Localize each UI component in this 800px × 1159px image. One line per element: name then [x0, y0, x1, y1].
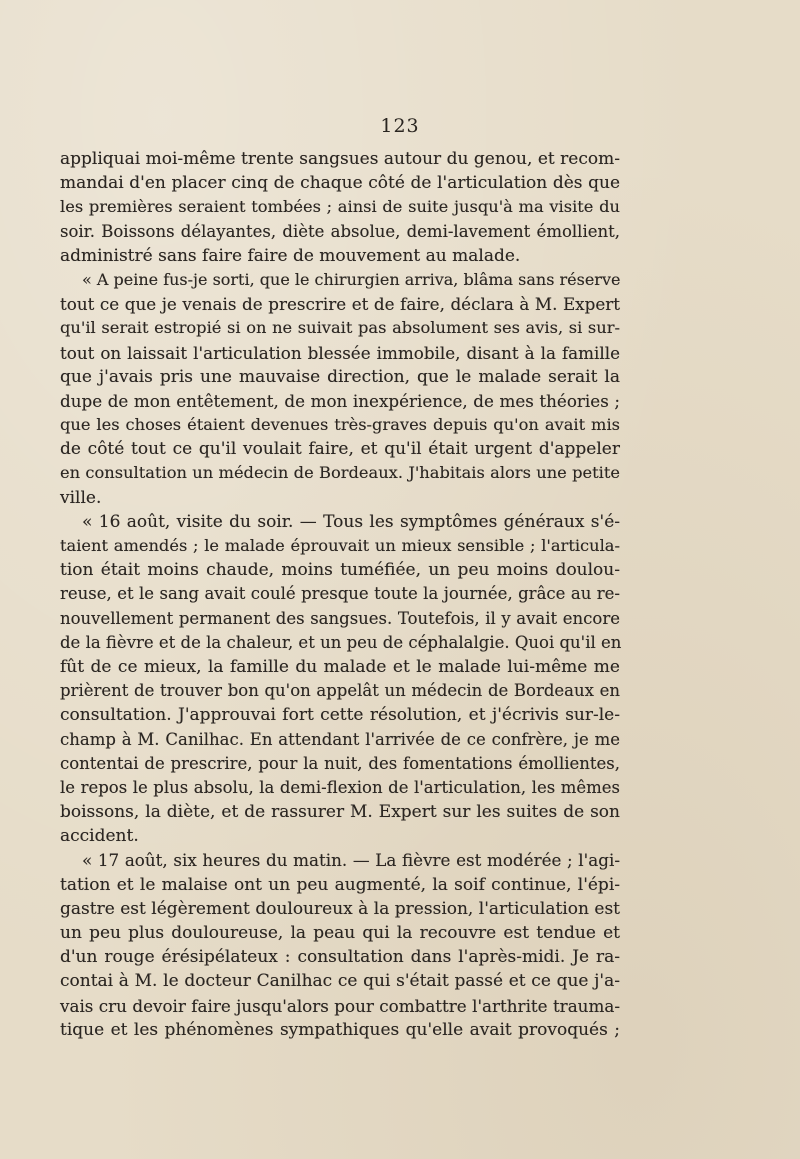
text-line: les premières seraient tombées ; ainsi de suite jusqu'à ma visite du	[60, 197, 620, 217]
text-line: accident.	[60, 826, 139, 847]
text-line: champ à M. Canilhac. En attendant l'arrivée de ce confrère, je me	[60, 729, 620, 749]
text-line: « 16 août, visite du soir. — Tous les symptômes généraux s'é-	[82, 511, 620, 532]
text-line: tique et les phénomènes sympathiques qu'elle avait provoqués ;	[60, 1019, 620, 1040]
text-line: d'un rouge érésipélateux : consultation dans l'après-midi. Je ra-	[60, 947, 620, 968]
text-line: tation et le malaise ont un peu augmenté, la soif continue, l'épi-	[60, 874, 620, 895]
text-line: consultation. J'approuvai fort cette résolution, et j'écrivis sur-le-	[60, 705, 620, 726]
text-line: nouvellement permanent des sangsues. Toutefois, il y avait encore	[60, 608, 620, 628]
text-line: que j'avais pris une mauvaise direction, que le malade serait la	[60, 366, 620, 387]
text-line: le repos le plus absolu, la demi-flexion de l'articulation, les mêmes	[60, 777, 620, 797]
text-line: de la fièvre et de la chaleur, et un peu de céphalalgie. Quoi qu'il en	[60, 632, 622, 652]
text-line: un peu plus douloureuse, la peau qui la recouvre est tendue et	[60, 923, 620, 943]
text-line: soir. Boissons délayantes, diète absolue, demi-lavement émollient,	[60, 221, 620, 241]
text-line: reuse, et le sang avait coulé presque toute la journée, grâce au re-	[60, 584, 620, 604]
text-line: « A peine fus-je sorti, que le chirurgien arriva, blâma sans réserve	[82, 269, 621, 289]
page-number: 123	[380, 115, 420, 137]
text-line: vais cru devoir faire jusqu'alors pour combattre l'arthrite trauma-	[60, 995, 620, 1016]
body-text	[60, 147, 620, 1042]
text-line: tion était moins chaude, moins tuméfiée, un peu moins doulou-	[60, 560, 620, 581]
text-line: administré sans faire faire de mouvement au malade.	[60, 245, 521, 266]
text-line: fût de ce mieux, la famille du malade et le malade lui-même me	[60, 656, 620, 677]
text-line: tout on laissait l'articulation blessée immobile, disant à la famille	[60, 342, 620, 363]
text-line: de côté tout ce qu'il voulait faire, et qu'il était urgent d'appeler	[60, 439, 620, 460]
text-line: tout ce que je venais de prescrire et de faire, déclara à M. Expert	[60, 294, 620, 315]
text-line: appliquai moi-même trente sangsues autour du genou, et recom-	[60, 149, 620, 169]
text-line: contentai de prescrire, pour la nuit, des fomentations émollientes,	[60, 753, 620, 773]
text-line: « 17 août, six heures du matin. — La fièvre est modérée ; l'agi-	[82, 850, 620, 871]
text-line: contai à M. le docteur Canilhac ce qui s'était passé et ce que j'a-	[60, 971, 620, 992]
text-line: qu'il serait estropié si on ne suivait pas absolument ses avis, si sur-	[60, 318, 620, 338]
text-line: prièrent de trouver bon qu'on appelât un médecin de Bordeaux en	[60, 681, 620, 701]
text-line: boissons, la diète, et de rassurer M. Expert sur les suites de son	[60, 802, 620, 823]
text-line: que les choses étaient devenues très-graves depuis qu'on avait mis	[60, 415, 620, 435]
text-line: dupe de mon entêtement, de mon inexpérience, de mes théories ;	[60, 390, 620, 411]
text-line: taient amendés ; le malade éprouvait un mieux sensible ; l'articula-	[60, 536, 620, 555]
text-line: mandai d'en placer cinq de chaque côté de l'articulation dès que	[60, 173, 620, 194]
text-line: gastre est légèrement douloureux à la pression, l'articulation est	[60, 898, 620, 919]
text-line: en consultation un médecin de Bordeaux. J'habitais alors une petite	[60, 463, 620, 483]
text-line: ville.	[60, 487, 102, 508]
